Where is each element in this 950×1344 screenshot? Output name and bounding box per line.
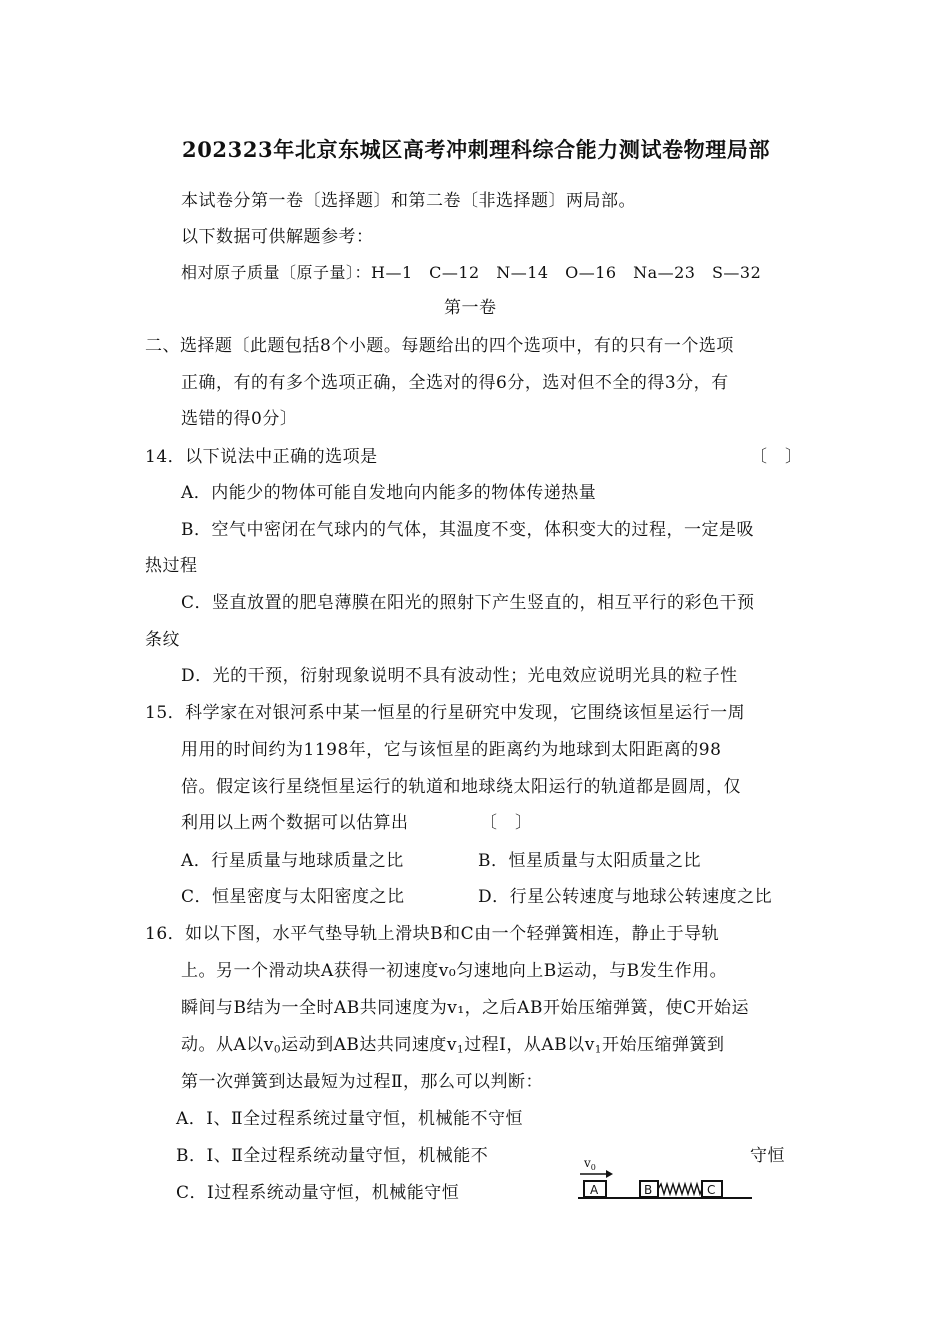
spring [658, 1184, 702, 1194]
q15-line-2: 用用的时间约为1198年，它与该恒星的距离约为地球到太阳距离的98 [181, 740, 722, 760]
q14-option-c-line-1: C．竖直放置的肥皂薄膜在阳光的照射下产生竖直的，相互平行的彩色干预 [181, 593, 755, 613]
q16-line-4-part-d: 开始压缩弹簧到 [602, 1035, 725, 1055]
q16-line-4-part-c: 过程Ⅰ，从AB以 [464, 1035, 585, 1055]
q15-option-c: C．恒星密度与太阳密度之比 [181, 887, 405, 907]
q16-line-3: 瞬间与B结为一全时AB共同速度为v₁，之后AB开始压缩弹簧，使C开始运 [181, 998, 749, 1018]
v1-subscript-2: 1 [594, 1043, 602, 1056]
q15-option-d: D．行星公转速度与地球公转速度之比 [478, 887, 773, 907]
q15-option-b: B．恒星质量与太阳质量之比 [478, 851, 701, 871]
v0-subscript: 0 [273, 1043, 282, 1056]
q16-line-5: 第一次弹簧到达最短为过程Ⅱ，那么可以判断： [181, 1072, 544, 1092]
q14-option-b-line-2: 热过程 [145, 556, 198, 576]
q14-option-b-line-1: B．空气中密闭在气球内的气体，其温度不变，体积变大的过程，一定是吸 [181, 520, 754, 540]
v1-symbol-2: v [584, 1035, 595, 1055]
intro-line-2: 以下数据可供解题参考： [181, 227, 374, 247]
v0-label [583, 1156, 596, 1172]
q15-line-1: 15．科学家在对银河系中某一恒星的行星研究中发现，它围绕该恒星运行一周 [145, 703, 746, 723]
q14-stem: 14．以下说法中正确的选项是 [145, 447, 378, 467]
intro-atomic-masses: 相对原子质量〔原子量〕：H—1 C—12 N—14 O—16 Na—23 S—32 [181, 263, 762, 282]
q16-option-b-tail: 守恒 [750, 1146, 785, 1166]
q15-line-4: 利用以上两个数据可以估算出 [181, 813, 409, 833]
page-title: 202323年北京东城区高考冲刺理科综合能力测试卷物理局部 [182, 137, 771, 162]
section-title: 第一卷 [444, 298, 497, 318]
q16-option-c: C．Ⅰ过程系统动量守恒，机械能守恒 [176, 1183, 460, 1203]
q15-answer-bracket: 〔 〕 [480, 813, 533, 833]
q14-answer-bracket: 〔 〕 [750, 447, 803, 467]
q15-line-3: 倍。假定该行星绕恒星运行的轨道和地球绕太阳运行的轨道都是圆周，仅 [181, 777, 741, 797]
q15-option-a: A．行星质量与地球质量之比 [181, 851, 404, 871]
q16-line-4 [181, 1034, 725, 1061]
velocity-arrowhead [606, 1170, 613, 1178]
v0-symbol: v [263, 1035, 274, 1055]
part2-line-1: 二、选择题〔此题包括8个小题。每题给出的四个选项中，有的只有一个选项 [145, 336, 734, 356]
air-track-diagram [576, 1150, 756, 1206]
part2-line-2: 正确，有的有多个选项正确，全选对的得6分，选对但不全的得3分，有 [181, 373, 729, 393]
q16-line-1: 16．如以下图，水平气垫导轨上滑块B和C由一个轻弹簧相连，静止于导轨 [145, 924, 720, 944]
q16-line-4-part-b: 运动到AB达共同速度 [281, 1035, 447, 1055]
q14-option-d: D．光的干预，衍射现象说明不具有波动性；光电效应说明光具的粒子性 [181, 666, 738, 686]
q14-option-c-line-2: 条纹 [145, 630, 180, 650]
v0-label-symbol: v [584, 1156, 591, 1170]
block-b-label: B [644, 1183, 653, 1197]
q16-line-2: 上。另一个滑动块A获得一初速度v₀匀速地向上B运动，与B发生作用。 [181, 961, 728, 981]
intro-line-1: 本试卷分第一卷〔选择题〕和第二卷〔非选择题〕两局部。 [181, 191, 636, 211]
q16-option-a: A．Ⅰ、Ⅱ全过程系统过量守恒，机械能不守恒 [176, 1109, 524, 1129]
v1-subscript: 1 [456, 1043, 465, 1056]
block-a-label: A [590, 1183, 599, 1197]
q16-line-4-part-a: 动。从A以 [181, 1035, 264, 1055]
v0-label-subscript: 0 [590, 1163, 596, 1172]
part2-line-3: 选错的得0分〕 [181, 409, 298, 429]
q16-option-b: B．Ⅰ、Ⅱ全过程系统动量守恒，机械能不 [176, 1146, 489, 1166]
v1-symbol: v [446, 1035, 457, 1055]
q14-option-a: A．内能少的物体可能自发地向内能多的物体传递热量 [181, 483, 597, 503]
block-c-label: C [707, 1183, 716, 1197]
